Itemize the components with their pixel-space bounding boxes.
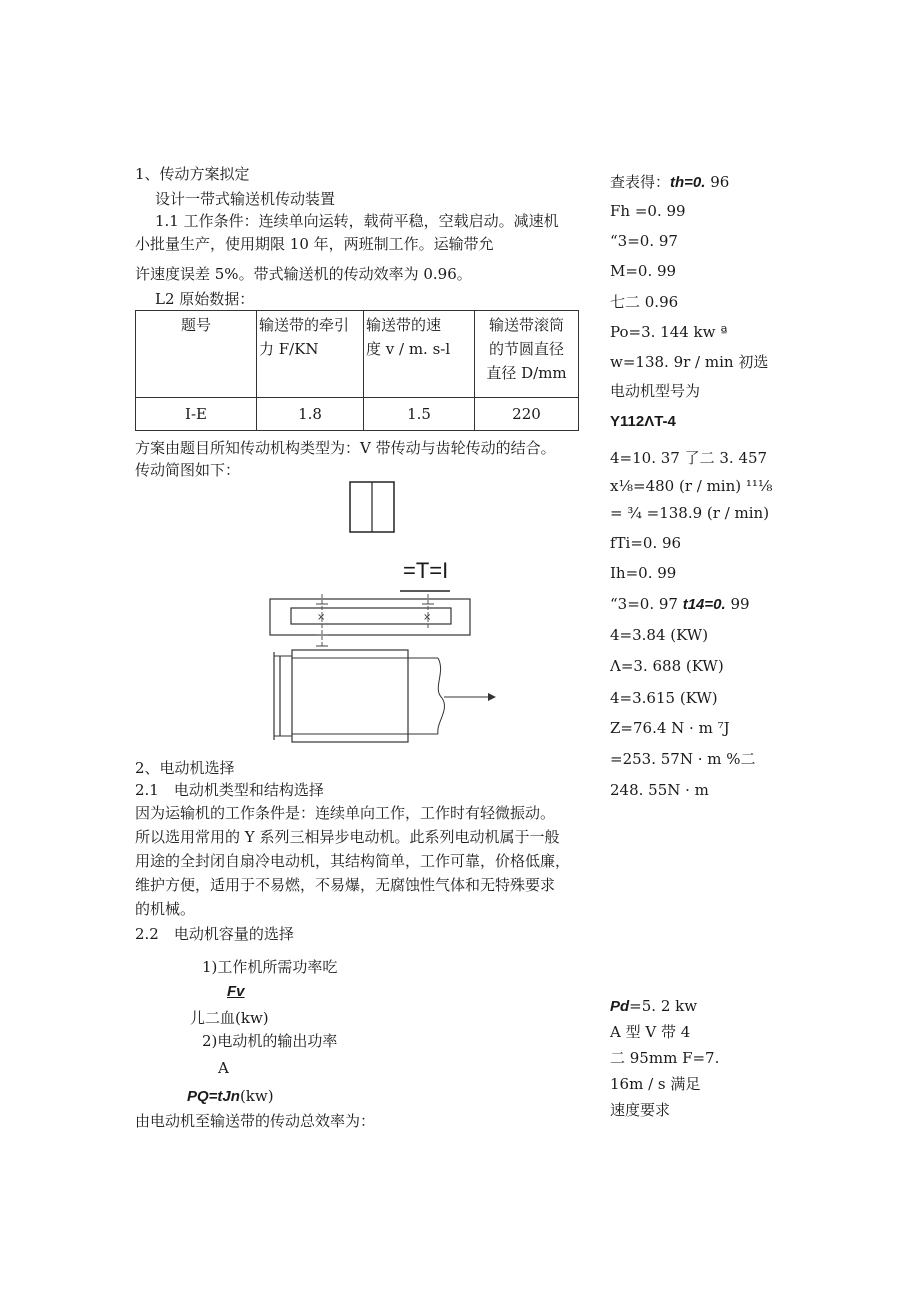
right-belt-1: A 型 V 带 4 <box>610 1023 691 1041</box>
right-line-11: x⅛=480 (r / min) ¹¹⅛ <box>610 477 773 495</box>
right-line-5: 七二 0.96 <box>610 293 679 311</box>
motor-model: Y112ΛT-4 <box>610 413 676 430</box>
right-line-16: 4=3.84 (KW) <box>610 626 709 644</box>
formula-fv: Fv <box>227 983 245 1000</box>
section-1-title: 1、传动方案拟定 <box>135 165 250 183</box>
right-line-15: “3=0. 97 t14=0. 99 <box>610 595 750 613</box>
right-line-13: fTi=0. 96 <box>610 534 682 552</box>
transmission-diagram <box>260 478 500 758</box>
scheme-line-1: 方案由题目所知传动机构类型为：V 带传动与齿轮传动的结合。 <box>135 439 556 457</box>
section-2-2-title: 2.2 电动机容量的选择 <box>135 925 294 943</box>
efficiency-line: 由电动机至输送带的传动总效率为： <box>135 1112 376 1130</box>
gearbox-box <box>270 599 470 635</box>
section-1-1-line-3: 许速度误差 5%。带式输送机的传动效率为 0.96。 <box>135 265 472 283</box>
right-line-14: Ih=0. 99 <box>610 564 677 582</box>
conveyor-drum <box>292 650 408 742</box>
right-line-3: “3=0. 97 <box>610 232 678 250</box>
header-speed: 输送带的速 度 v / m. s-l <box>364 311 475 398</box>
cell-speed: 1.5 <box>364 398 475 431</box>
formula-a: A <box>218 1059 229 1077</box>
scheme-line-2: 传动简图如下： <box>135 461 241 479</box>
right-line-12: = ¾ =138.9 (r / min) <box>610 504 770 522</box>
section-2-1-line-3: 用途的全封闭自扇冷电动机，其结构简单，工作可靠，价格低廉， <box>135 852 571 870</box>
right-belt-3: 16m / s 满足 <box>610 1075 701 1093</box>
header-diameter: 输送带滚筒 的节圆直径 直径 D/mm <box>475 311 579 398</box>
section-1-subtitle: 设计一带式输送机传动装置 <box>155 190 336 208</box>
right-line-1: 查表得：th=0. 96 <box>610 173 730 191</box>
section-2-1-line-4: 维护方便，适用于不易燃，不易爆，无腐蚀性气体和无特殊要求 <box>135 876 556 894</box>
svg-text:×: × <box>317 612 326 623</box>
right-line-4: M=0. 99 <box>610 262 677 280</box>
right-line-8: 电动机型号为 <box>610 382 701 400</box>
right-line-18: 4=3.615 (KW) <box>610 689 718 707</box>
right-belt-2: 二 95mm F=7. <box>610 1049 720 1067</box>
right-line-10: 4=10. 37 了二 3. 457 <box>610 449 768 467</box>
right-line-20: =253. 57N · m %二 <box>610 750 756 768</box>
item-2: 2)电动机的输出功率 <box>202 1032 338 1050</box>
section-1-2-title: L2 原始数据： <box>155 290 255 308</box>
cell-diameter: 220 <box>475 398 579 431</box>
formula-2: PQ=tJn(kw) <box>187 1087 274 1105</box>
section-2-1-line-2: 所以选用常用的 Y 系列三相异步电动机。此系列电动机属于一般 <box>135 828 560 846</box>
section-1-1-line-2: 小批量生产，使用期限 10 年，两班制工作。运输带允 <box>135 235 494 253</box>
right-line-21: 248. 55N · m <box>610 781 709 799</box>
right-line-19: Z=76.4 N · m ⁷J <box>610 719 730 737</box>
right-belt-4: 速度要求 <box>610 1101 671 1119</box>
header-force: 输送带的牵引 力 F/KN <box>257 311 364 398</box>
right-line-6: Po=3. 144 kw ª <box>610 323 728 341</box>
cell-force: 1.8 <box>257 398 364 431</box>
section-2-1-title: 2.1 电动机类型和结构选择 <box>135 781 324 799</box>
right-power: Pd=5. 2 kw <box>610 997 698 1015</box>
right-line-17: Λ=3. 688 (KW) <box>610 657 724 675</box>
item-1: 1)工作机所需功率吃 <box>202 958 338 976</box>
svg-text:×: × <box>423 612 432 623</box>
section-2-1-line-1: 因为运输机的工作条件是：连续单向工作，工作时有轻微振动。 <box>135 804 556 822</box>
section-2-title: 2、电动机选择 <box>135 759 235 777</box>
section-2-1-line-5: 的机械。 <box>135 900 196 918</box>
diagram-label: =T=I <box>403 558 449 583</box>
right-line-2: Fh =0. 99 <box>610 202 686 220</box>
section-1-1-line-1: 1.1 工作条件：连续单向运转，载荷平稳，空载启动。减速机 <box>155 212 559 230</box>
right-line-7: w=138. 9r / min 初选 <box>610 353 769 371</box>
parameter-table <box>135 310 579 431</box>
cell-number: I-E <box>136 398 257 431</box>
formula-1: 儿二血(kw) <box>190 1009 269 1027</box>
header-number: 题号 <box>136 311 257 398</box>
